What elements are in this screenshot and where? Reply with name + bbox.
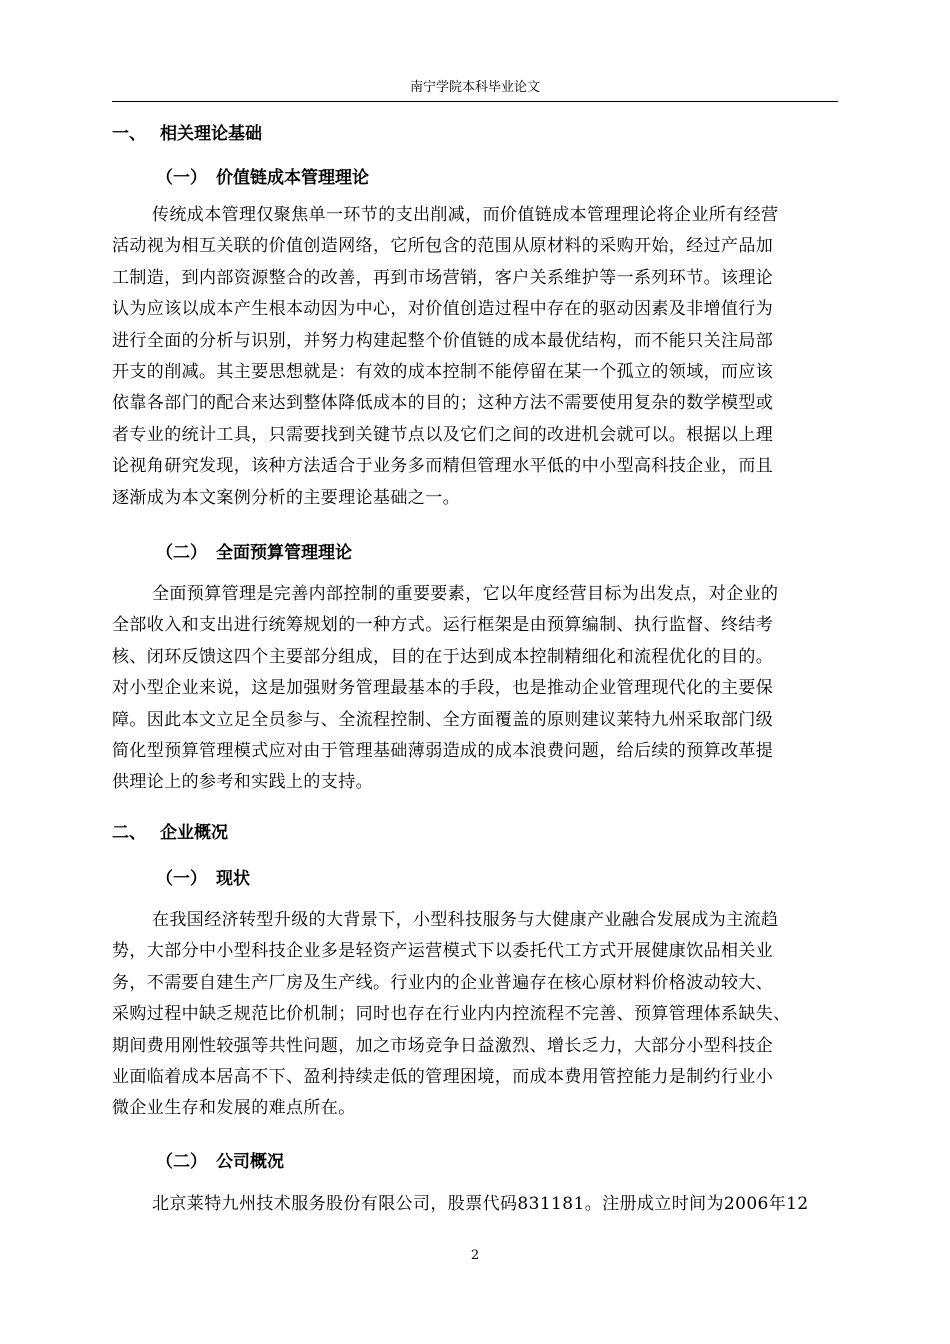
subsection-title: 现状 [216,869,250,889]
paragraph-line: 北京莱特九州技术服务股份有限公司，股票代码831181。注册成立时间为2006年12 [152,1194,809,1214]
page-header: 南宁学院本科毕业论文 [409,80,540,95]
paragraph-line: 依靠各部门的配合来达到整体降低成本的目的；这种方法不需要使用复杂的数学模型或 [112,393,774,414]
subsection-heading-2-2 [112,1150,882,1174]
paragraph-2-1 [112,905,838,1125]
paragraph-line: 供理论上的参考和实践上的支持。 [112,772,373,793]
paragraph-line: 务，不需要自建生产厂房及生产线。行业内的企业普遍存在核心原材料价格波动较大、 [112,972,774,993]
paragraph-line: 全面预算管理是完善内部控制的重要要素，它以年度经营目标为出发点，对企业的 [152,584,779,604]
subsection-number: （二） [156,1152,207,1172]
paragraph-line: 者专业的统计工具，只需要找到关键节点以及它们之间的改进机会就可以。根据以上理 [112,424,774,445]
section-title: 相关理论基础 [160,124,262,144]
header-rule [112,101,838,102]
page-number: 2 [470,1248,480,1263]
paragraph-line: 核、闭环反馈这四个主要部分组成，目的在于达到成本控制精细化和流程优化的目的。 [112,646,774,667]
paragraph-line: 认为应该以成本产生根本动因为中心，对价值创造过程中存在的驱动因素及非增值行为 [112,299,774,320]
paragraph-line: 传统成本管理仅聚焦单一环节的支出削减，而价值链成本管理理论将企业所有经营 [152,205,779,225]
subsection-heading-1-2 [112,541,882,565]
subsection-title: 全面预算管理理论 [216,543,352,563]
section-number: 二、 [112,823,146,843]
section-heading-1 [112,122,838,146]
paragraph-line: 在我国经济转型升级的大背景下，小型科技服务与大健康产业融合发展成为主流趋 [152,910,779,930]
section-heading-2 [112,821,838,845]
paragraph-line: 活动视为相互关联的价值创造网络，它所包含的范围从原材料的采购开始，经过产品加 [112,236,774,257]
paragraph-line: 论视角研究发现，该种方法适合于业务多而精但管理水平低的中小型高科技企业，而且 [112,456,774,477]
paragraph-line: 进行全面的分析与识别，并努力构建起整个价值链的成本最优结构，而不能只关注局部 [112,330,774,351]
paragraph-line: 业面临着成本居高不下、盈利持续走低的管理困境，而成本费用管控能力是制约行业小 [112,1066,774,1087]
paragraph-line: 势，大部分中小型科技企业多是轻资产运营模式下以委托代工方式开展健康饮品相关业 [112,941,774,962]
subsection-title: 价值链成本管理理论 [216,168,369,188]
paragraph-line: 开支的削减。其主要思想就是：有效的成本控制不能停留在某一个孤立的领域，而应该 [112,361,774,382]
subsection-heading-1-1 [112,166,882,190]
paragraph-line: 全部收入和支出进行统筹规划的一种方式。运行框架是由预算编制、执行监督、终结考 [112,615,774,636]
paragraph-line: 对小型企业来说，这是加强财务管理最基本的手段，也是推动企业管理现代化的主要保 [112,678,774,699]
subsection-number: （二） [156,543,207,563]
paragraph-1-1 [112,200,838,514]
paragraph-line: 微企业生存和发展的难点所在。 [112,1098,356,1119]
paragraph-line: 障。因此本文立足全员参与、全流程控制、全方面覆盖的原则建议莱特九州采取部门级 [112,709,774,730]
subsection-heading-2-1 [112,867,882,891]
paragraph-2-2 [112,1189,838,1220]
subsection-number: （一） [156,168,207,188]
subsection-number: （一） [156,869,207,889]
paragraph-line: 期间费用刚性较强等共性问题，加之市场竞争日益激烈、增长乏力，大部分小型科技企 [112,1035,774,1056]
paragraph-line: 工制造，到内部资源整合的改善，再到市场营销，客户关系维护等一系列环节。该理论 [112,267,774,288]
paragraph-line: 逐渐成为本文案例分析的主要理论基础之一。 [112,487,460,508]
paragraph-line: 简化型预算管理模式应对由于管理基础薄弱造成的成本浪费问题，给后续的预算改革提 [112,740,774,761]
section-number: 一、 [112,124,146,144]
paragraph-1-2 [112,579,838,799]
subsection-title: 公司概况 [216,1152,284,1172]
paragraph-line: 采购过程中缺乏规范比价机制；同时也存在行业内内控流程不完善、预算管理体系缺失、 [112,1004,791,1025]
section-title: 企业概况 [160,823,228,843]
